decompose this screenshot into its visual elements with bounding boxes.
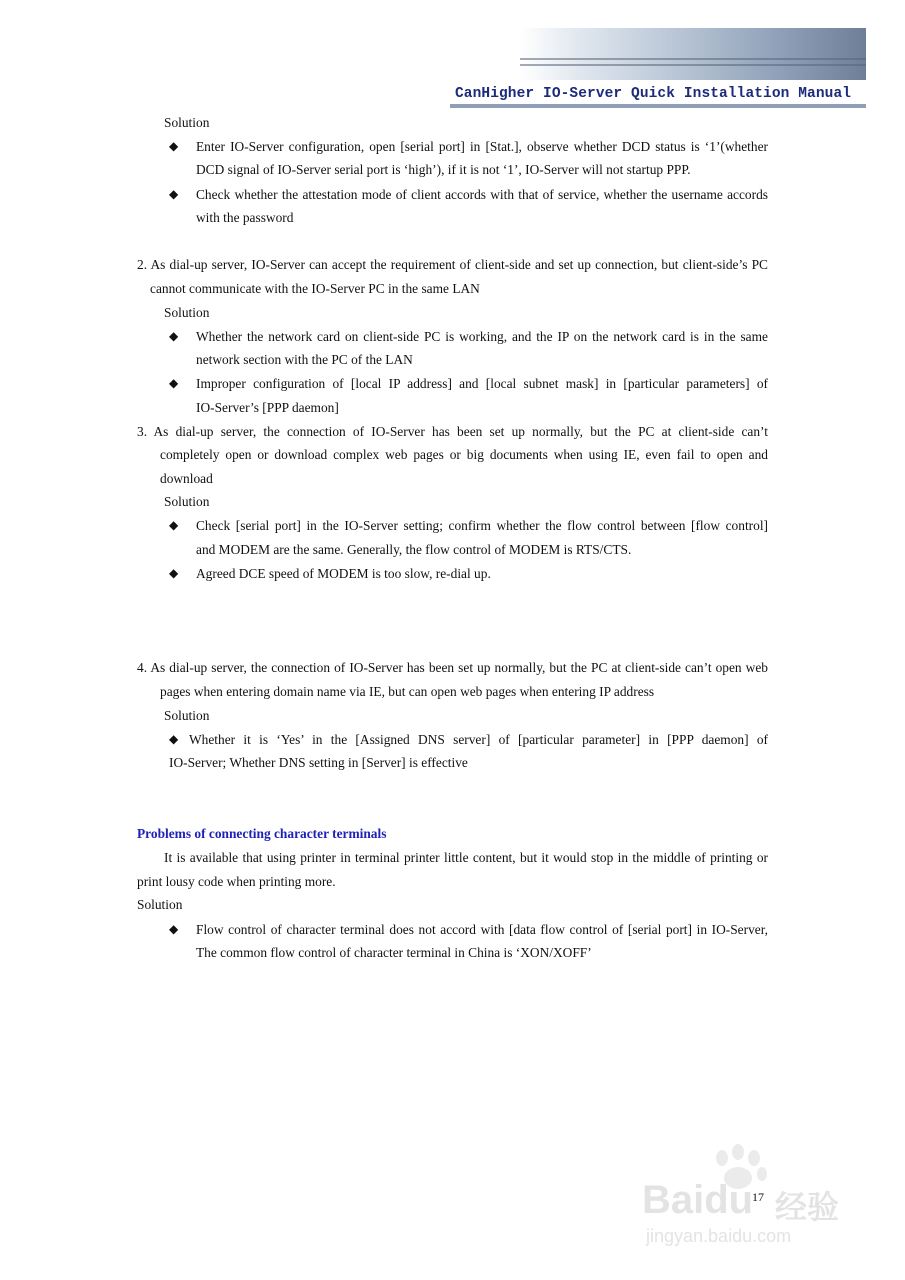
diamond-bullet-icon: ◆ (169, 187, 179, 201)
list-item-3-cont: completely open or download complex web pages or big documents when using IE, even fail to open and (160, 447, 768, 462)
diamond-bullet-icon: ◆ (169, 376, 179, 390)
bullet-text: DCD signal of IO-Server serial port is ‘high’), if it is not ‘1’, IO-Server will not startup PPP. (196, 162, 691, 177)
solution-label: Solution (164, 305, 210, 320)
solution-label: Solution (164, 115, 210, 130)
header-rule (450, 104, 866, 108)
bullet-text: and MODEM are the same. Generally, the flow control of MODEM is RTS/CTS. (196, 542, 632, 557)
bullet-text: Flow control of character terminal does not accord with [data flow control of [serial port] in IO-Server, (196, 922, 768, 937)
bullet-text: Improper configuration of [local IP address] and [local subnet mask] in [particular parameters] of (196, 376, 768, 391)
list-item-2: 2. As dial-up server, IO-Server can accept the requirement of client-side and set up connection, but client-side’s PC (137, 257, 768, 272)
list-item-4: 4. As dial-up server, the connection of IO-Server has been set up normally, but the PC at client-side can’t open web (137, 660, 768, 675)
diamond-bullet-icon: ◆ (169, 329, 179, 343)
bullet-text: Enter IO-Server configuration, open [serial port] in [Stat.], observe whether DCD status is ‘1’(whether (196, 139, 768, 154)
bullet-text: Whether the network card on client-side PC is working, and the IP on the network card is in the same (196, 329, 768, 344)
watermark-brand: Baidu (642, 1178, 754, 1222)
diamond-bullet-icon: ◆ (169, 139, 179, 153)
solution-label: Solution (164, 708, 210, 723)
diamond-bullet-icon: ◆ (169, 922, 179, 936)
bullet-text: Agreed DCE speed of MODEM is too slow, re-dial up. (196, 566, 491, 581)
bullet-text: network section with the PC of the LAN (196, 352, 413, 367)
bullet-text: The common flow control of character terminal in China is ‘XON/XOFF’ (196, 945, 592, 960)
bullet-text: with the password (196, 210, 294, 225)
paragraph-cont: print lousy code when printing more. (137, 874, 336, 889)
bullet-text: Check whether the attestation mode of client accords with that of service, whether the username accords (196, 187, 768, 202)
list-item-2-cont: cannot communicate with the IO-Server PC in the same LAN (150, 281, 480, 296)
bullet-text: Whether it is ‘Yes’ in the [Assigned DNS server] of [particular parameter] in [PPP daemon] of (189, 732, 768, 747)
section-heading: Problems of connecting character terminals (137, 826, 387, 841)
bullet-text: IO-Server; Whether DNS setting in [Server] is effective (169, 755, 468, 770)
list-item-4-cont: pages when entering domain name via IE, but can open web pages when entering IP address (160, 684, 655, 699)
list-item-3-cont: download (160, 471, 213, 486)
diamond-bullet-icon: ◆ (169, 518, 179, 532)
list-item-3: 3. As dial-up server, the connection of IO-Server has been set up normally, but the PC at client-side can’t (137, 424, 768, 439)
header-banner (520, 28, 866, 80)
paragraph: It is available that using printer in terminal printer little content, but it would stop in the middle of printing or (164, 850, 768, 865)
solution-label: Solution (164, 494, 210, 509)
bullet-text: Check [serial port] in the IO-Server setting; confirm whether the flow control between [flow control] (196, 518, 768, 533)
page-number: 17 (752, 1190, 764, 1204)
diamond-bullet-icon: ◆ (169, 732, 179, 746)
baidu-watermark (640, 1140, 855, 1250)
bullet-text: IO-Server’s [PPP daemon] (196, 400, 339, 415)
diamond-bullet-icon: ◆ (169, 566, 179, 580)
header-title: CanHigher IO-Server Quick Installation Manual (455, 86, 852, 102)
watermark-cn: 经验 (775, 1189, 840, 1225)
solution-label: Solution (137, 897, 183, 912)
watermark-url: jingyan.baidu.com (646, 1226, 792, 1246)
